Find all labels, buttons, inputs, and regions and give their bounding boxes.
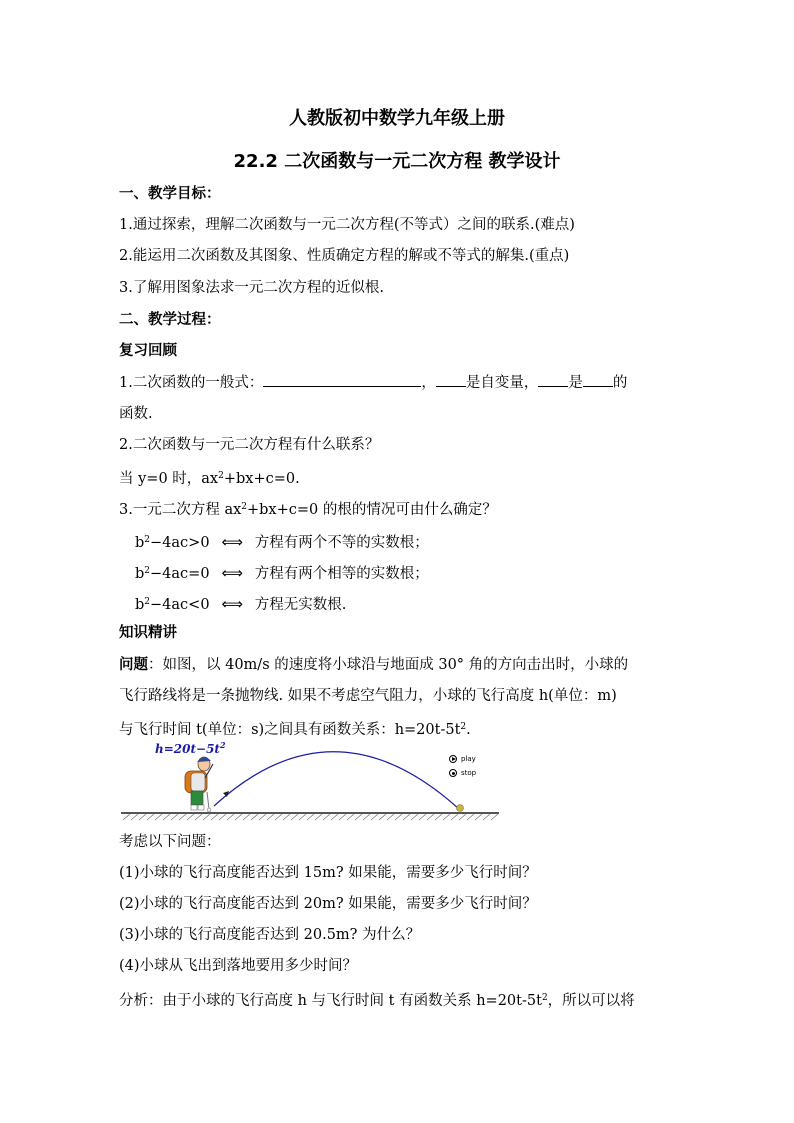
blank [263, 372, 421, 387]
blank [538, 372, 568, 387]
double-arrow-icon: ⟺ [221, 564, 243, 582]
review-question-1-cont: 函数. [119, 406, 153, 422]
problem-line-2: 飞行路线将是一条抛物线. 如果不考虑空气阻力，小球的飞行高度 h(单位：m) [119, 688, 617, 704]
review-question-2: 2.二次函数与一元二次方程有什么联系？ [119, 437, 380, 453]
discriminant-case: $b^2-4ac>0$ ⟺ 方程有两个不等的实数根； [135, 533, 429, 551]
knowledge-heading: 知识精讲 [119, 625, 177, 641]
analysis-line: 分析：由于小球的飞行高度 h 与飞行时间 t 有函数关系 $h=20t-5t^2$，所以可以将 [119, 993, 635, 1009]
golfer-icon [185, 757, 213, 812]
discriminant-case: $b^2-4ac=0$ ⟺ 方程有两个相等的实数根； [135, 564, 429, 582]
discriminant-case: $b^2-4ac<0$ ⟺ 方程无实数根. [135, 595, 347, 613]
review-question-3: 3.一元二次方程 $ax^2+bx+c=0$ 的根的情况可由什么确定？ [119, 502, 497, 518]
question-item: (1)小球的飞行高度能否达到 15m? 如果能，需要多少飞行时间？ [119, 865, 537, 881]
review-answer-2: 当 y=0 时，$ax^2+bx+c=0$. [119, 471, 300, 487]
stop-button[interactable]: stop [449, 766, 476, 780]
figure-formula: $h=20t-5t^2$ [155, 740, 226, 756]
trajectory-figure [119, 736, 504, 822]
blank [436, 372, 466, 387]
ball [457, 805, 464, 812]
review-question-1: 1.二次函数的一般式： ， 是自变量， 是 的 [119, 372, 627, 393]
animation-controls [449, 752, 476, 780]
play-button[interactable]: play [449, 752, 476, 766]
double-arrow-icon: ⟺ [221, 533, 243, 551]
process-heading: 二、教学过程： [119, 312, 221, 328]
objectives-heading: 一、教学目标： [119, 186, 221, 202]
objective-item: 2.能运用二次函数及其图象、性质确定方程的解或不等式的解集.(重点) [119, 248, 570, 264]
objective-item: 1.通过探索，理解二次函数与一元二次方程(不等式）之间的联系.(难点) [119, 217, 575, 233]
problem-line-1: 问题：如图，以 40m/s 的速度将小球沿与地面成 30° 角的方向击出时，小球的 [119, 657, 629, 673]
document-subtitle: 22.2 二次函数与一元二次方程 教学设计 [233, 151, 561, 172]
problem-line-3: 与飞行时间 t(单位：s)之间具有函数关系：$h=20t-5t^2$. [119, 722, 471, 738]
question-item: (2)小球的飞行高度能否达到 20m? 如果能，需要多少飞行时间？ [119, 896, 537, 912]
play-icon [449, 755, 457, 763]
objective-item: 3.了解用图象法求一元二次方程的近似根. [119, 280, 384, 296]
question-item: (3)小球的飞行高度能否达到 20.5m? 为什么？ [119, 927, 421, 943]
blank [583, 372, 613, 387]
document-title: 人教版初中数学九年级上册 [289, 108, 505, 129]
ground-hatching [123, 814, 498, 820]
review-heading: 复习回顾 [119, 343, 177, 359]
trajectory-curve [214, 752, 459, 809]
double-arrow-icon: ⟺ [221, 595, 243, 613]
question-item: (4)小球从飞出到落地要用多少时间？ [119, 958, 358, 974]
consider-heading: 考虑以下问题： [119, 834, 221, 850]
stop-icon [449, 769, 457, 777]
